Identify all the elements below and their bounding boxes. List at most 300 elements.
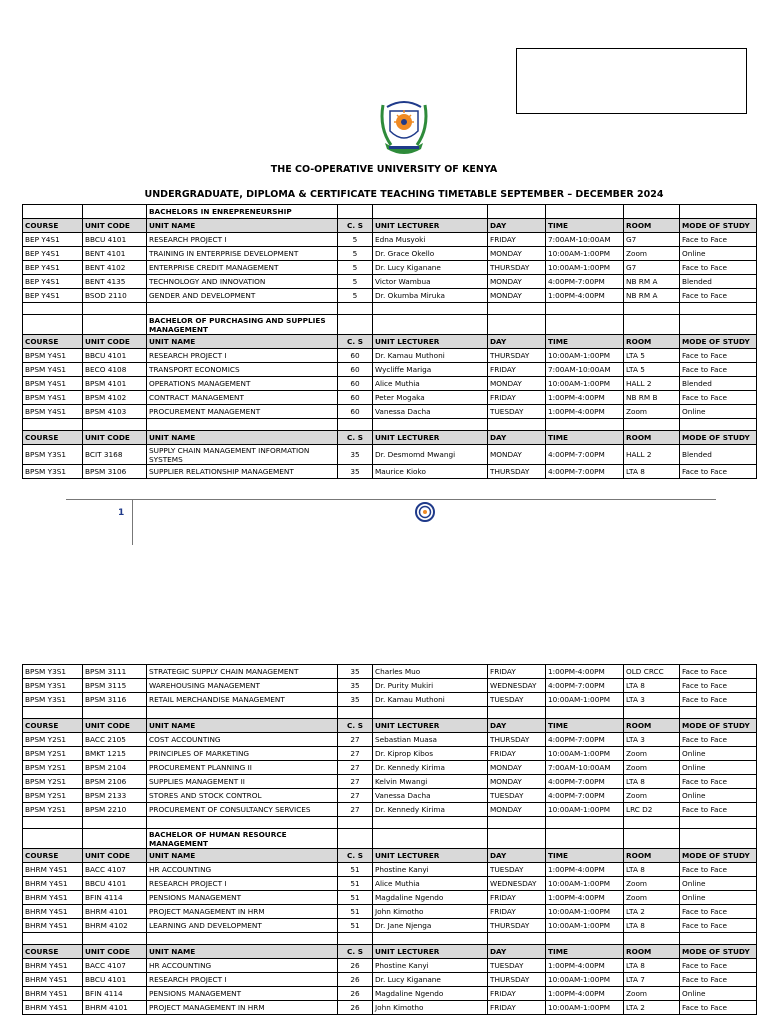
- column-header: MODE OF STUDY: [680, 335, 757, 349]
- table-cell: 1:00PM-4:00PM: [546, 863, 624, 877]
- column-header: DAY: [488, 431, 546, 445]
- table-cell: BPSM Y4S1: [23, 363, 83, 377]
- table-cell: RETAIL MERCHANDISE MANAGEMENT: [147, 693, 338, 707]
- table-cell: 1:00PM-4:00PM: [546, 289, 624, 303]
- empty-cell: [23, 303, 83, 315]
- table-cell: Blended: [680, 445, 757, 465]
- empty-cell: [338, 315, 373, 335]
- table-cell: FRIDAY: [488, 665, 546, 679]
- column-header: C. S: [338, 335, 373, 349]
- table-cell: 1:00PM-4:00PM: [546, 959, 624, 973]
- table-cell: 5: [338, 275, 373, 289]
- table-cell: FRIDAY: [488, 747, 546, 761]
- table-cell: Blended: [680, 275, 757, 289]
- table-cell: Online: [680, 891, 757, 905]
- table-cell: BHRM Y4S1: [23, 891, 83, 905]
- table-cell: BPSM Y3S1: [23, 693, 83, 707]
- table-row: [23, 693, 757, 707]
- column-header: C. S: [338, 945, 373, 959]
- empty-cell: [680, 205, 757, 219]
- table-cell: 60: [338, 405, 373, 419]
- table-cell: LTA 8: [624, 679, 680, 693]
- table-cell: John Kimotho: [373, 1001, 488, 1015]
- table-cell: TRAINING IN ENTERPRISE DEVELOPMENT: [147, 247, 338, 261]
- footer-divider: [132, 499, 133, 545]
- table-cell: 51: [338, 919, 373, 933]
- column-header: ROOM: [624, 219, 680, 233]
- table-cell: 10:00AM-1:00PM: [546, 747, 624, 761]
- table-cell: Magdaline Ngendo: [373, 987, 488, 1001]
- table-cell: NB RM B: [624, 391, 680, 405]
- table-cell: BHRM Y4S1: [23, 905, 83, 919]
- table-row: [23, 465, 757, 479]
- column-header: UNIT NAME: [147, 219, 338, 233]
- empty-cell: [488, 205, 546, 219]
- table-cell: 60: [338, 377, 373, 391]
- empty-cell: [488, 933, 546, 945]
- table-row: [23, 891, 757, 905]
- empty-cell: [83, 933, 147, 945]
- table-cell: Face to Face: [680, 733, 757, 747]
- table-cell: MONDAY: [488, 761, 546, 775]
- timetable-page-2: [0, 655, 768, 1024]
- column-header: ROOM: [624, 849, 680, 863]
- table-cell: Dr. Lucy Kiganane: [373, 973, 488, 987]
- table-cell: LTA 5: [624, 349, 680, 363]
- programme-title-row: [23, 205, 757, 219]
- empty-cell: [83, 303, 147, 315]
- spacer-row: [23, 817, 757, 829]
- table-cell: BPSM Y2S1: [23, 775, 83, 789]
- timetable-table-2: [22, 664, 757, 1015]
- empty-cell: [147, 933, 338, 945]
- table-cell: BENT 4101: [83, 247, 147, 261]
- table-cell: Alice Muthia: [373, 877, 488, 891]
- table-cell: Dr. Lucy Kiganane: [373, 261, 488, 275]
- table-cell: BPSM 2106: [83, 775, 147, 789]
- empty-cell: [680, 707, 757, 719]
- table-cell: PENSIONS MANAGEMENT: [147, 891, 338, 905]
- table-cell: Dr. Jane Njenga: [373, 919, 488, 933]
- table-cell: Face to Face: [680, 363, 757, 377]
- empty-cell: [147, 817, 338, 829]
- table-cell: LEARNING AND DEVELOPMENT: [147, 919, 338, 933]
- table-header-row: [23, 849, 757, 863]
- table-cell: FRIDAY: [488, 391, 546, 405]
- table-cell: BHRM Y4S1: [23, 1001, 83, 1015]
- table-cell: HALL 2: [624, 377, 680, 391]
- empty-cell: [624, 205, 680, 219]
- table-row: [23, 233, 757, 247]
- table-cell: 27: [338, 789, 373, 803]
- table-cell: Edna Musyoki: [373, 233, 488, 247]
- empty-cell: [680, 829, 757, 849]
- column-header: UNIT NAME: [147, 849, 338, 863]
- empty-cell: [546, 303, 624, 315]
- table-cell: 10:00AM-1:00PM: [546, 377, 624, 391]
- empty-cell: [546, 817, 624, 829]
- table-cell: Kelvin Mwangi: [373, 775, 488, 789]
- table-cell: 1:00PM-4:00PM: [546, 665, 624, 679]
- table-cell: BEP Y4S1: [23, 261, 83, 275]
- table-cell: Zoom: [624, 891, 680, 905]
- empty-cell: [338, 303, 373, 315]
- table-cell: TUESDAY: [488, 959, 546, 973]
- table-cell: SUPPLIER RELATIONSHIP MANAGEMENT: [147, 465, 338, 479]
- table-cell: Dr. Grace Okello: [373, 247, 488, 261]
- empty-cell: [373, 817, 488, 829]
- table-row: [23, 877, 757, 891]
- table-cell: Online: [680, 747, 757, 761]
- table-cell: FRIDAY: [488, 987, 546, 1001]
- table-cell: PROJECT MANAGEMENT IN HRM: [147, 905, 338, 919]
- table-cell: 4:00PM-7:00PM: [546, 465, 624, 479]
- table-cell: John Kimotho: [373, 905, 488, 919]
- column-header: DAY: [488, 719, 546, 733]
- table-cell: TUESDAY: [488, 863, 546, 877]
- empty-cell: [83, 707, 147, 719]
- table-cell: WEDNESDAY: [488, 877, 546, 891]
- column-header: MODE OF STUDY: [680, 849, 757, 863]
- table-cell: BEP Y4S1: [23, 289, 83, 303]
- table-cell: BEP Y4S1: [23, 233, 83, 247]
- table-cell: PENSIONS MANAGEMENT: [147, 987, 338, 1001]
- table-cell: BFIN 4114: [83, 987, 147, 1001]
- page-number: 1: [118, 508, 125, 518]
- table-cell: BPSM Y2S1: [23, 733, 83, 747]
- table-cell: BBCU 4101: [83, 349, 147, 363]
- column-header: MODE OF STUDY: [680, 219, 757, 233]
- table-cell: BFIN 4114: [83, 891, 147, 905]
- table-cell: PROCUREMENT OF CONSULTANCY SERVICES: [147, 803, 338, 817]
- table-cell: SUPPLIES MANAGEMENT II: [147, 775, 338, 789]
- table-row: [23, 363, 757, 377]
- table-cell: Magdaline Ngendo: [373, 891, 488, 905]
- table-cell: G7: [624, 261, 680, 275]
- column-header: ROOM: [624, 335, 680, 349]
- table-cell: HR ACCOUNTING: [147, 863, 338, 877]
- table-cell: 27: [338, 733, 373, 747]
- table-cell: Face to Face: [680, 391, 757, 405]
- empty-cell: [546, 419, 624, 431]
- table-cell: 35: [338, 693, 373, 707]
- table-cell: Online: [680, 761, 757, 775]
- table-cell: RESEARCH PROJECT I: [147, 973, 338, 987]
- table-cell: MONDAY: [488, 247, 546, 261]
- table-cell: Zoom: [624, 877, 680, 891]
- column-header: UNIT LECTURER: [373, 219, 488, 233]
- table-cell: THURSDAY: [488, 465, 546, 479]
- empty-cell: [488, 707, 546, 719]
- table-cell: 10:00AM-1:00PM: [546, 1001, 624, 1015]
- programme-title-row: [23, 315, 757, 335]
- table-cell: Zoom: [624, 747, 680, 761]
- column-header: UNIT CODE: [83, 335, 147, 349]
- table-cell: Face to Face: [680, 1001, 757, 1015]
- table-cell: BSOD 2110: [83, 289, 147, 303]
- table-cell: LTA 8: [624, 919, 680, 933]
- empty-cell: [338, 419, 373, 431]
- table-row: [23, 789, 757, 803]
- table-cell: BHRM 4102: [83, 919, 147, 933]
- table-cell: 1:00PM-4:00PM: [546, 405, 624, 419]
- table-cell: Online: [680, 987, 757, 1001]
- empty-cell: [488, 829, 546, 849]
- table-cell: Zoom: [624, 987, 680, 1001]
- table-cell: 4:00PM-7:00PM: [546, 275, 624, 289]
- table-cell: Face to Face: [680, 775, 757, 789]
- table-cell: BECO 4108: [83, 363, 147, 377]
- table-cell: HR ACCOUNTING: [147, 959, 338, 973]
- table-row: [23, 391, 757, 405]
- table-cell: LTA 3: [624, 733, 680, 747]
- table-cell: BCIT 3168: [83, 445, 147, 465]
- table-cell: LTA 7: [624, 973, 680, 987]
- table-cell: BPSM Y3S1: [23, 679, 83, 693]
- table-header-row: [23, 719, 757, 733]
- table-cell: NB RM A: [624, 275, 680, 289]
- table-cell: BPSM Y4S1: [23, 405, 83, 419]
- empty-cell: [338, 829, 373, 849]
- empty-cell: [83, 817, 147, 829]
- table-cell: Vanessa Dacha: [373, 405, 488, 419]
- column-header: TIME: [546, 719, 624, 733]
- empty-cell: [488, 419, 546, 431]
- timetable-table-1: [22, 204, 757, 479]
- table-cell: Phostine Kanyi: [373, 959, 488, 973]
- column-header: C. S: [338, 849, 373, 863]
- empty-cell: [373, 419, 488, 431]
- table-cell: BPSM 3116: [83, 693, 147, 707]
- table-cell: MONDAY: [488, 289, 546, 303]
- table-cell: 10:00AM-1:00PM: [546, 803, 624, 817]
- column-header: TIME: [546, 335, 624, 349]
- table-cell: Dr. Desmomd Mwangi: [373, 445, 488, 465]
- empty-cell: [624, 419, 680, 431]
- table-cell: Face to Face: [680, 973, 757, 987]
- table-cell: 10:00AM-1:00PM: [546, 693, 624, 707]
- table-cell: 5: [338, 261, 373, 275]
- column-header: UNIT LECTURER: [373, 431, 488, 445]
- programme-title: BACHELOR OF HUMAN RESOURCE MANAGEMENT: [147, 829, 338, 849]
- table-cell: Zoom: [624, 247, 680, 261]
- table-row: [23, 803, 757, 817]
- column-header: COURSE: [23, 335, 83, 349]
- table-cell: BPSM Y2S1: [23, 789, 83, 803]
- table-cell: HALL 2: [624, 445, 680, 465]
- column-header: MODE OF STUDY: [680, 431, 757, 445]
- table-cell: 60: [338, 391, 373, 405]
- table-cell: 26: [338, 1001, 373, 1015]
- column-header: ROOM: [624, 431, 680, 445]
- programme-title: BACHELOR OF PURCHASING AND SUPPLIES MANAGEMENT: [147, 315, 338, 335]
- table-cell: BPSM Y4S1: [23, 391, 83, 405]
- column-header: UNIT CODE: [83, 219, 147, 233]
- table-cell: BPSM Y3S1: [23, 465, 83, 479]
- table-row: [23, 405, 757, 419]
- table-cell: 1:00PM-4:00PM: [546, 891, 624, 905]
- table-row: [23, 261, 757, 275]
- table-cell: 1:00PM-4:00PM: [546, 987, 624, 1001]
- table-cell: MONDAY: [488, 445, 546, 465]
- table-cell: BPSM 3115: [83, 679, 147, 693]
- table-cell: 10:00AM-1:00PM: [546, 261, 624, 275]
- table-cell: Victor Wambua: [373, 275, 488, 289]
- empty-cell: [338, 817, 373, 829]
- column-header: TIME: [546, 945, 624, 959]
- column-header: COURSE: [23, 219, 83, 233]
- table-cell: Online: [680, 877, 757, 891]
- empty-cell: [624, 933, 680, 945]
- column-header: MODE OF STUDY: [680, 945, 757, 959]
- table-cell: Online: [680, 405, 757, 419]
- table-cell: BPSM Y2S1: [23, 761, 83, 775]
- table-cell: 51: [338, 877, 373, 891]
- table-cell: BPSM 2104: [83, 761, 147, 775]
- table-cell: THURSDAY: [488, 973, 546, 987]
- table-cell: MONDAY: [488, 275, 546, 289]
- column-header: UNIT LECTURER: [373, 719, 488, 733]
- empty-cell: [338, 205, 373, 219]
- table-cell: Zoom: [624, 761, 680, 775]
- empty-cell: [23, 315, 83, 335]
- table-cell: Peter Mogaka: [373, 391, 488, 405]
- spacer-row: [23, 303, 757, 315]
- column-header: DAY: [488, 219, 546, 233]
- table-cell: BEP Y4S1: [23, 247, 83, 261]
- table-row: [23, 275, 757, 289]
- empty-cell: [83, 315, 147, 335]
- university-title: THE CO-OPERATIVE UNIVERSITY OF KENYA: [270, 164, 498, 175]
- table-header-row: [23, 431, 757, 445]
- table-cell: THURSDAY: [488, 261, 546, 275]
- timetable-title: UNDERGRADUATE, DIPLOMA & CERTIFICATE TEACHING TIMETABLE SEPTEMBER – DECEMBER 2024: [144, 189, 664, 200]
- empty-cell: [83, 829, 147, 849]
- spacer-row: [23, 419, 757, 431]
- table-cell: BPSM Y3S1: [23, 445, 83, 465]
- table-row: [23, 679, 757, 693]
- table-cell: TUESDAY: [488, 693, 546, 707]
- table-cell: Dr. Kiprop Kibos: [373, 747, 488, 761]
- table-cell: 4:00PM-7:00PM: [546, 789, 624, 803]
- column-header: UNIT LECTURER: [373, 849, 488, 863]
- table-cell: BENT 4102: [83, 261, 147, 275]
- table-row: [23, 863, 757, 877]
- table-cell: 35: [338, 665, 373, 679]
- column-header: TIME: [546, 431, 624, 445]
- table-cell: PROCUREMENT MANAGEMENT: [147, 405, 338, 419]
- spacer-row: [23, 707, 757, 719]
- table-cell: BPSM 3106: [83, 465, 147, 479]
- table-cell: BHRM 4101: [83, 1001, 147, 1015]
- table-cell: FRIDAY: [488, 363, 546, 377]
- column-header: UNIT CODE: [83, 431, 147, 445]
- table-cell: BPSM Y2S1: [23, 747, 83, 761]
- empty-cell: [83, 419, 147, 431]
- table-cell: RESEARCH PROJECT I: [147, 349, 338, 363]
- table-cell: 27: [338, 775, 373, 789]
- table-header-row: [23, 945, 757, 959]
- table-cell: LTA 8: [624, 959, 680, 973]
- table-cell: 7:00AM-10:00AM: [546, 363, 624, 377]
- table-cell: LTA 2: [624, 1001, 680, 1015]
- table-cell: LTA 8: [624, 775, 680, 789]
- table-cell: 26: [338, 959, 373, 973]
- table-cell: Dr. Okumba Miruka: [373, 289, 488, 303]
- empty-cell: [23, 817, 83, 829]
- table-cell: BHRM Y4S1: [23, 987, 83, 1001]
- table-cell: TRANSPORT ECONOMICS: [147, 363, 338, 377]
- column-header: DAY: [488, 849, 546, 863]
- table-row: [23, 247, 757, 261]
- table-cell: Face to Face: [680, 289, 757, 303]
- table-cell: Face to Face: [680, 679, 757, 693]
- table-cell: BACC 4107: [83, 959, 147, 973]
- table-cell: G7: [624, 233, 680, 247]
- empty-cell: [373, 315, 488, 335]
- column-header: UNIT CODE: [83, 849, 147, 863]
- university-logo-icon: [377, 93, 431, 161]
- table-cell: Sebastian Muasa: [373, 733, 488, 747]
- empty-cell: [147, 419, 338, 431]
- table-cell: BPSM 2133: [83, 789, 147, 803]
- empty-cell: [546, 205, 624, 219]
- footer-seal-icon: [415, 502, 435, 522]
- table-cell: BPSM 4101: [83, 377, 147, 391]
- empty-cell: [373, 829, 488, 849]
- empty-cell: [546, 829, 624, 849]
- table-cell: BHRM Y4S1: [23, 973, 83, 987]
- empty-cell: [373, 205, 488, 219]
- table-cell: BBCU 4101: [83, 233, 147, 247]
- table-cell: LTA 3: [624, 693, 680, 707]
- table-cell: LTA 8: [624, 465, 680, 479]
- table-row: [23, 959, 757, 973]
- table-cell: Wycliffe Mariga: [373, 363, 488, 377]
- table-cell: 4:00PM-7:00PM: [546, 733, 624, 747]
- empty-cell: [680, 303, 757, 315]
- table-cell: Zoom: [624, 405, 680, 419]
- table-cell: 10:00AM-1:00PM: [546, 349, 624, 363]
- column-header: COURSE: [23, 849, 83, 863]
- column-header: COURSE: [23, 431, 83, 445]
- table-cell: 4:00PM-7:00PM: [546, 445, 624, 465]
- column-header: UNIT NAME: [147, 719, 338, 733]
- table-cell: 5: [338, 289, 373, 303]
- table-cell: THURSDAY: [488, 733, 546, 747]
- column-header: UNIT NAME: [147, 945, 338, 959]
- table-row: [23, 775, 757, 789]
- column-header: DAY: [488, 945, 546, 959]
- table-cell: CONTRACT MANAGEMENT: [147, 391, 338, 405]
- table-cell: 26: [338, 973, 373, 987]
- table-cell: 26: [338, 987, 373, 1001]
- table-cell: 27: [338, 803, 373, 817]
- empty-cell: [338, 933, 373, 945]
- table-cell: WAREHOUSING MANAGEMENT: [147, 679, 338, 693]
- table-cell: LTA 5: [624, 363, 680, 377]
- empty-cell: [373, 933, 488, 945]
- table-cell: BPSM 2210: [83, 803, 147, 817]
- table-cell: Face to Face: [680, 261, 757, 275]
- table-cell: 1:00PM-4:00PM: [546, 391, 624, 405]
- column-header: MODE OF STUDY: [680, 719, 757, 733]
- table-cell: THURSDAY: [488, 919, 546, 933]
- programme-title-row: [23, 829, 757, 849]
- table-cell: Blended: [680, 377, 757, 391]
- table-cell: Face to Face: [680, 803, 757, 817]
- table-cell: Face to Face: [680, 665, 757, 679]
